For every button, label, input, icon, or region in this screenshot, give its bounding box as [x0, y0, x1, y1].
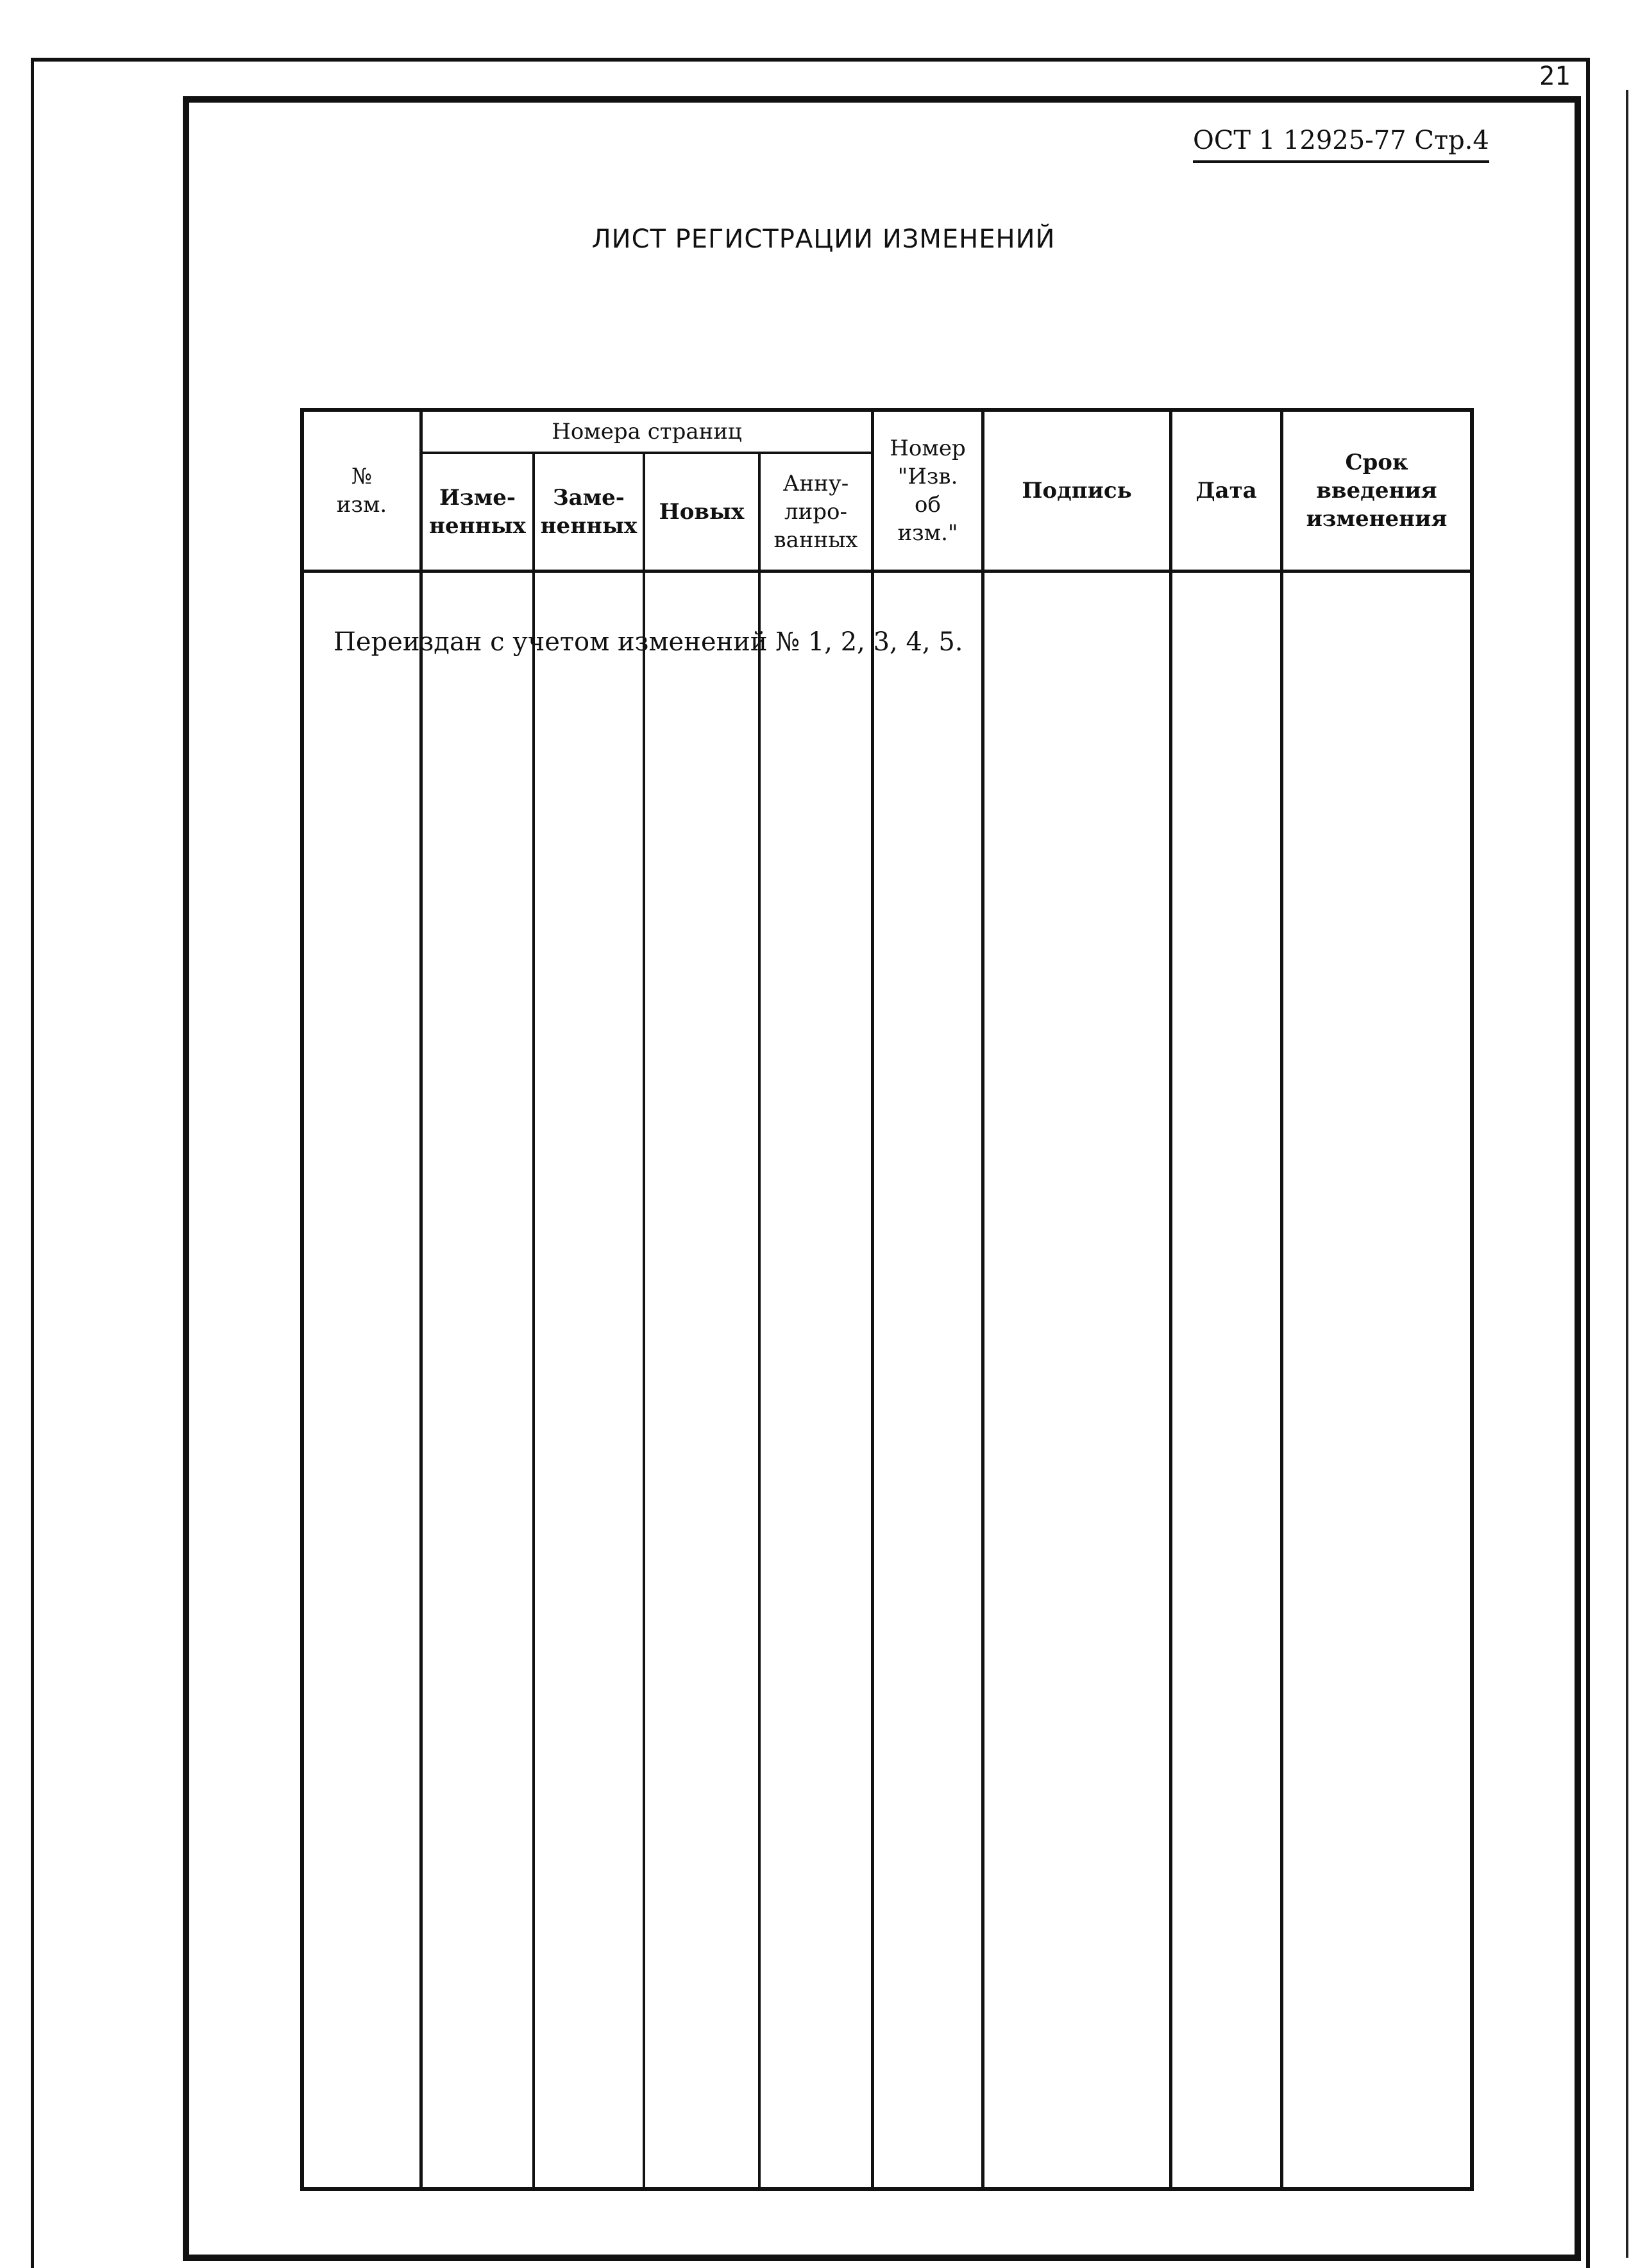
header-annulled-pages: Анну- лиро- ванных — [773, 471, 858, 553]
header-bottom-line — [300, 570, 1474, 573]
document-code: ОСТ 1 12925-77 Стр.4 — [1193, 126, 1489, 163]
column-divider — [758, 453, 761, 2191]
column-divider — [981, 408, 984, 2191]
column-divider — [871, 408, 874, 2191]
column-divider — [532, 453, 535, 2191]
header-page-numbers-group: Номера страниц — [552, 419, 742, 444]
table-border — [300, 408, 1474, 2191]
header-new-pages: Новых — [659, 499, 745, 525]
header-date: Дата — [1195, 478, 1257, 504]
header-replaced-pages: Заме- ненных — [540, 485, 638, 539]
change-registration-table — [300, 408, 1474, 2191]
page-number: 21 — [1539, 62, 1571, 91]
header-signature: Подпись — [1022, 478, 1132, 504]
column-divider — [419, 408, 423, 2191]
header-change-number: № изм. — [336, 464, 387, 518]
header-notice-number: Номер "Изв. об изм." — [890, 436, 966, 546]
column-divider — [1169, 408, 1172, 2191]
header-implementation-deadline: Срок введения изменения — [1306, 450, 1448, 532]
page-title: ЛИСТ РЕГИСТРАЦИИ ИЗМЕНЕНИЙ — [591, 224, 1056, 254]
column-divider — [1280, 408, 1283, 2191]
reissue-note: Переиздан с учетом изменений № 1, 2, 3, 4, 5. — [334, 627, 963, 657]
scan-edge-line — [1626, 90, 1628, 2258]
header-changed-pages: Изме- ненных — [429, 485, 526, 539]
column-divider — [643, 453, 645, 2191]
